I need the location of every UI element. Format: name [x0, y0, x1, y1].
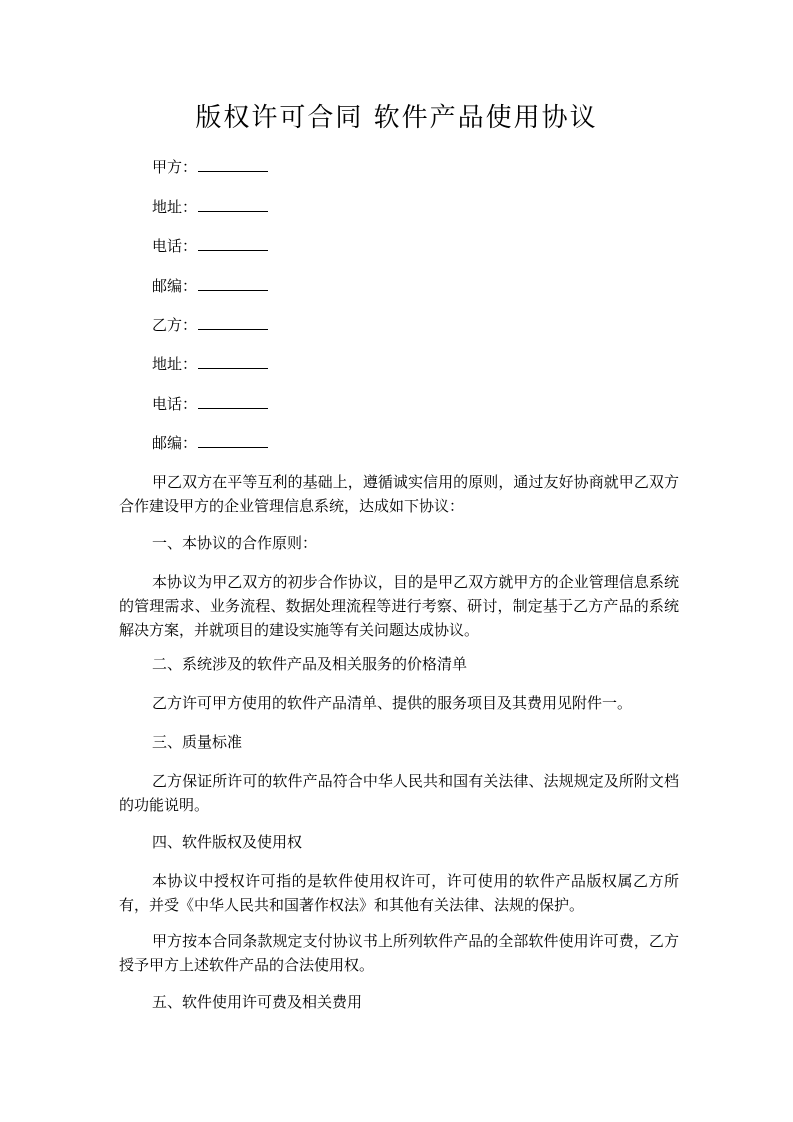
section1-paragraph: 本协议为甲乙双方的初步合作协议，目的是甲乙双方就甲方的企业管理信息系统的管理需求、业务流程、数据处理流程等进行考察、研讨，制定基于乙方产品的系统解决方案，并就项目的建设实施等有关问题达成协议。 [119, 573, 679, 639]
party-a-name-field [152, 155, 268, 177]
party-a-postcode-blank [198, 274, 268, 291]
party-b-phone-blank [198, 392, 268, 409]
party-a-postcode-label: 邮编： [152, 277, 198, 295]
party-b-postcode-blank [198, 431, 268, 448]
party-a-address-blank [198, 195, 268, 212]
section3-paragraph: 乙方保证所许可的软件产品符合中华人民共和国有关法律、法规规定及所附文档的功能说明。 [119, 772, 679, 814]
party-b-address-field [152, 352, 268, 374]
party-b-name-field [152, 313, 268, 335]
party-b-postcode-label: 邮编： [152, 434, 198, 452]
party-a-address-field [152, 195, 268, 217]
section4-paragraph-2: 甲方按本合同条款规定支付协议书上所列软件产品的全部软件使用许可费，乙方授予甲方上述软件产品的合法使用权。 [119, 932, 679, 974]
section3-heading: 三、质量标准 [152, 733, 243, 751]
party-a-address-label: 地址： [152, 198, 198, 216]
party-a-name-label: 甲方： [152, 158, 198, 176]
section2-paragraph: 乙方许可甲方使用的软件产品清单、提供的服务项目及其费用见附件一。 [152, 694, 633, 712]
section1-heading: 一、本协议的合作原则： [152, 534, 318, 552]
document-title: 版权许可合同 软件产品使用协议 [195, 103, 598, 133]
party-b-phone-field [152, 392, 268, 414]
party-a-phone-field [152, 234, 268, 256]
party-a-phone-blank [198, 234, 268, 251]
party-b-address-blank [198, 352, 268, 369]
section2-heading: 二、系统涉及的软件产品及相关服务的价格清单 [152, 655, 468, 673]
party-b-postcode-field [152, 431, 268, 453]
party-a-phone-label: 电话： [152, 237, 198, 255]
party-b-address-label: 地址： [152, 355, 198, 373]
section5-heading: 五、软件使用许可费及相关费用 [152, 993, 363, 1011]
party-b-name-label: 乙方： [152, 316, 198, 334]
party-b-name-blank [198, 313, 268, 330]
party-a-name-blank [198, 155, 268, 172]
section4-heading: 四、软件版权及使用权 [152, 833, 303, 851]
party-b-phone-label: 电话： [152, 395, 198, 413]
intro-paragraph: 甲乙双方在平等互利的基础上，遵循诚实信用的原则，通过友好协商就甲乙双方合作建设甲方的企业管理信息系统，达成如下协议： [119, 473, 679, 515]
section4-paragraph-1: 本协议中授权许可指的是软件使用权许可，许可使用的软件产品版权属乙方所有，并受《中华人民共和国著作权法》和其他有关法律、法规的保护。 [119, 872, 679, 914]
party-a-postcode-field [152, 274, 268, 296]
